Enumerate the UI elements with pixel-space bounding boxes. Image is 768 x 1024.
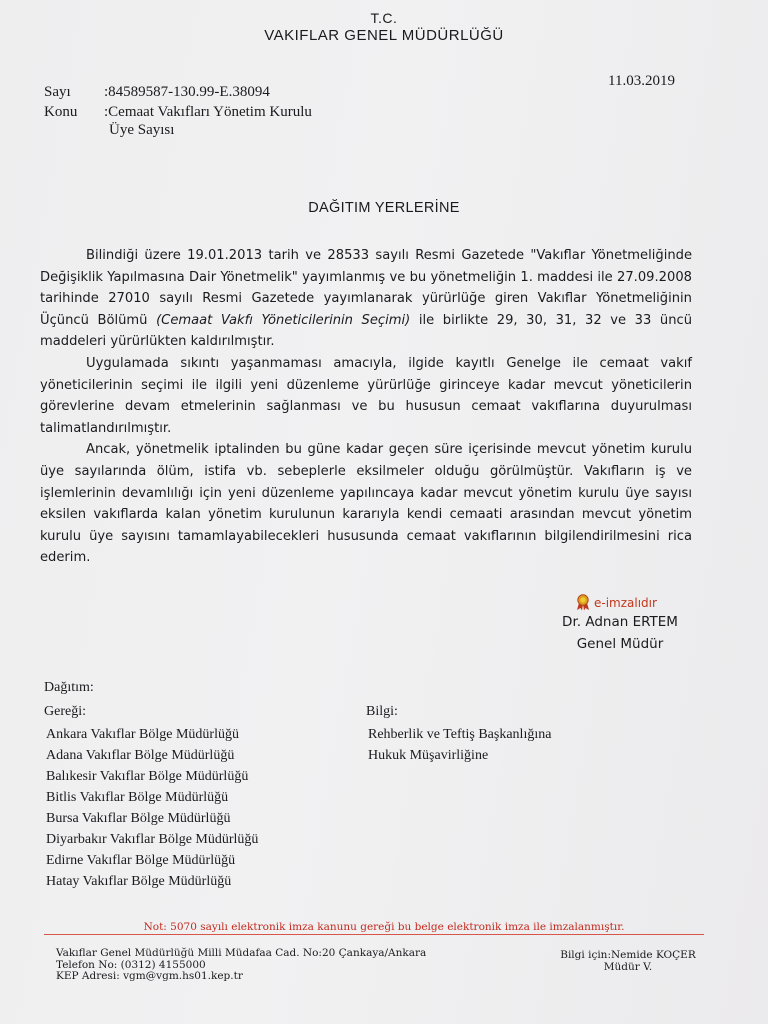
org-line-tc: T.C. [370, 10, 398, 26]
list-item: Hatay Vakıflar Bölge Müdürlüğü [46, 874, 232, 889]
list-item: Balıkesir Vakıflar Bölge Müdürlüğü [46, 769, 249, 784]
distribution-heading: Dağıtım: [44, 680, 94, 695]
konu-line-2: Üye Sayısı [109, 122, 175, 138]
seal-ribbon-icon [576, 594, 590, 611]
footer-divider [44, 934, 704, 935]
gerebi-list [46, 724, 346, 892]
paragraph-2: Uygulamada sıkıntı yaşanmaması amacıyla, ilgide kayıtlı Genelge ile cemaat vakıf yöneticilerinin seçimi ile ilgili yeni düzenleme yürürlüğe girinceye kadar mevcut yöneticilerin görevlerine devam etmelerinin sağlanması ve bu hususun cemaat vakıflarına duyurulması talimatlandırılmıştır. [40, 355, 692, 436]
signer-name: Dr. Adnan ERTEM [562, 614, 678, 630]
info-contact-name: Bilgi için:Nemide KOÇER [560, 949, 696, 961]
footer-address: Vakıflar Genel Müdürlüğü Milli Müdafaa Cad. No:20 Çankaya/Ankara [56, 947, 427, 959]
gerebi-label: Gereği: [44, 704, 86, 719]
letter-body [40, 245, 692, 569]
list-item: Hukuk Müşavirliğine [368, 748, 489, 763]
list-item: Rehberlik ve Teftiş Başkanlığına [368, 727, 552, 742]
e-signature-badge [576, 594, 657, 611]
konu-line-1: :Cemaat Vakıfları Yönetim Kurulu [104, 104, 312, 120]
list-item: Adana Vakıflar Bölge Müdürlüğü [46, 748, 235, 763]
signer-title: Genel Müdür [576, 636, 664, 652]
meta-block [44, 84, 444, 144]
list-item: Bitlis Vakıflar Bölge Müdürlüğü [46, 790, 229, 805]
addressee: DAĞITIM YERLERİNE [308, 200, 460, 216]
document-date: 11.03.2019 [608, 73, 675, 89]
bilgi-list [368, 724, 668, 766]
paragraph-3: Ancak, yönetmelik iptalinden bu güne kadar geçen süre içerisinde mevcut yönetim kurulu üye sayılarında ölüm, istifa vb. sebeplerle eksilmeler olduğu görülmüştür. Vakıfların iş ve işlemlerinin devamlılığı için yeni düzenleme yapılıncaya kadar mevcut yönetim kurulu üye sayısı eksilen vakıflarda kalan yönetim kurulunun kararıyla kendi cemaati arasından mevcut yönetim kurulu üye sayısını tamamlayabilecekleri hususunda cemaat vakıflarının bilgilendirilmesini rica ederim. [40, 442, 692, 566]
sayi-value: :84589587-130.99-E.38094 [104, 84, 270, 100]
bilgi-label: Bilgi: [366, 704, 398, 719]
list-item: Edirne Vakıflar Bölge Müdürlüğü [46, 853, 236, 868]
info-contact-title: Müdür V. [603, 960, 653, 973]
e-signature-label: e-imzalıdır [594, 595, 657, 610]
e-signature-note: Not: 5070 sayılı elektronik imza kanunu gereği bu belge elektronik imza ile imzalanmıştır. [143, 921, 625, 933]
list-item: Diyarbakır Vakıflar Bölge Müdürlüğü [46, 832, 259, 847]
konu-label: Konu [44, 104, 78, 120]
sayi-label: Sayı [44, 84, 71, 100]
footer-phone: Telefon No: (0312) 4155000 [56, 958, 206, 971]
list-item: Ankara Vakıflar Bölge Müdürlüğü [46, 727, 239, 742]
list-item: Bursa Vakıflar Bölge Müdürlüğü [46, 811, 231, 826]
org-name: VAKIFLAR GENEL MÜDÜRLÜĞÜ [264, 27, 504, 44]
footer-info [548, 950, 708, 973]
paragraph-1: Bilindiği üzere 19.01.2013 tarih ve 28533 sayılı Resmi Gazetede "Vakıflar Yönetmeliğinde Değişiklik Yapılmasına Dair Yönetmelik" yayımlanmış ve bu yönetmeliğin 1. maddesi ile 27.09.2008 tarihinde 27010 sayılı Resmi Gazetede yayımlanarak yürürlüğe giren Vakıflar Yönetmeliğinin Üçüncü Bölümü (Cemaat Vakfı Yöneticilerinin Seçimi) ile birlikte 29, 30, 31, 32 ve 33 üncü maddeleri yürürlükten kaldırılmıştır. [40, 248, 692, 350]
footer-kep: KEP Adresi: vgm@vgm.hs01.kep.tr [56, 970, 243, 982]
footer-contact [56, 948, 476, 983]
